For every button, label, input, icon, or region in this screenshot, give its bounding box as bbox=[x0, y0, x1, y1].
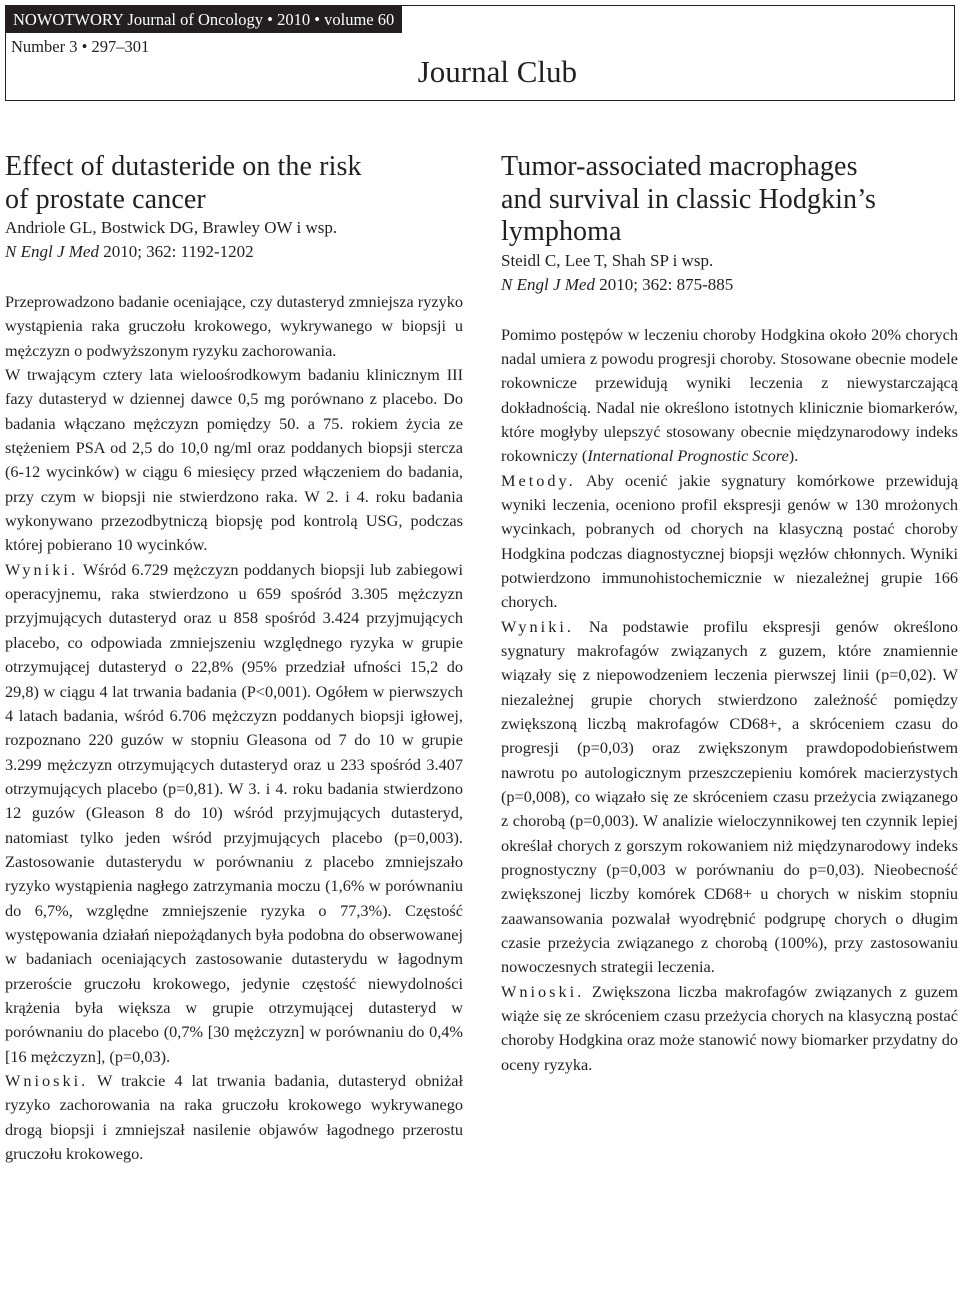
conclusions-label: Wnioski. bbox=[5, 1071, 89, 1090]
article-body bbox=[501, 323, 958, 1078]
title-line: of prostate cancer bbox=[5, 183, 206, 215]
methods-label: Metody. bbox=[501, 470, 576, 490]
title-line: lymphoma bbox=[501, 216, 622, 247]
article-title bbox=[5, 151, 463, 216]
paragraph-conclusions bbox=[501, 980, 958, 1077]
citation-journal: N Engl J Med bbox=[5, 242, 99, 261]
article-dutasteride bbox=[5, 151, 463, 1166]
article-body bbox=[5, 290, 463, 1166]
intro-text: Pomimo postępów w leczeniu choroby Hodgkina około 20% chorych nadal umiera z powodu progresji choroby. Stosowane obecnie modele rokownicze przewidują wyniki leczenia z niewystarczającą dokładnością. Nadal nie określono istotnych klinicznie biomarkerów, które mogłyby ulepszyć stosowany obecnie międzynarodowy indeks rokowniczy ( bbox=[501, 324, 958, 466]
issue-info: Number 3 • 297–301 bbox=[11, 37, 150, 56]
citation-journal: N Engl J Med bbox=[501, 274, 595, 294]
intro-italic: International Prognostic Score bbox=[587, 446, 789, 466]
title-line: Effect of dutasteride on the risk bbox=[5, 151, 362, 182]
title-line: and survival in classic Hodgkin’s bbox=[501, 183, 877, 215]
journal-banner: NOWOTWORY Journal of Oncology • 2010 • volume 60 bbox=[5, 6, 402, 33]
intro-text-end: ). bbox=[788, 446, 799, 466]
conclusions-text: W trakcie 4 lat trwania badania, dutasteryd obniżał ryzyko zachorowania na raka gruczołu krokowego wykrywanego drogą biopsji i zmniejszał nasilenie objawów łagodnego przerostu gruczołu krokowego. bbox=[5, 1071, 463, 1164]
conclusions-label: Wnioski. bbox=[501, 981, 585, 1001]
results-label: Wyniki. bbox=[501, 616, 574, 636]
paragraph-methods: W trwającym cztery lata wieloośrodkowym badaniu klinicznym III fazy dutasteryd w dziennej dawce 0,5 mg porównano z placebo. Do badania włączano mężczyzn pomiędzy 50. a 75. rokiem życia ze stężeniem PSA od 2,5 do 10,0 ng/ml oraz poddanych biopsji stercza (6-12 wycinków) w ciągu 6 miesięcy przed włączeniem do badania, przy czym w biopsji nie stwierdzono raka. W 2. i 4. roku badania wykonywano przezodbytniczą biopsję pod kontrolą USG, podczas której pobierano 10 wycinków. bbox=[5, 365, 463, 555]
results-text: Na podstawie profilu ekspresji genów określono sygnatury makrofagów związanych z guzem, które znamiennie wiązały się z niepowodzeniem leczenia pierwszej linii (p=0,02). W niezależnej grupie chorych stwierdzono zależność pomiędzy zwiększoną liczbą makrofagów CD68+, a skróceniem czasu do progresji (p=0,03) oraz zwiększonym prawdopodobieństwem nawrotu po autologicznym przeszczepieniu komórek macierzystych (p=0,008), co wiązało się ze skróceniem czasu przeżycia związanego z chorobą (p=0,003). W analizie wieloczynnikowej ten czynnik lepiej określał chorych z gorszym rokowaniem niż międzynarodowy indeks prognostyczny (p=0,003 w porównaniu do p=0,03). Nieobecność zwiększonej liczby komórek CD68+ u chorych w niskim stopniu zaawansowania pozwalał wyodrębnić podgrupę chorych o długim czasie przeżycia związanego z chorobą (100%), przy zastosowaniu nowoczesnych strategii leczenia. bbox=[501, 616, 958, 977]
authors: Steidl C, Lee T, Shah SP i wsp. bbox=[501, 250, 714, 270]
paragraph-methods bbox=[501, 469, 958, 615]
paragraph-conclusions bbox=[5, 1069, 463, 1166]
article-title bbox=[501, 151, 958, 249]
authors: Andriole GL, Bostwick DG, Brawley OW i wsp. bbox=[5, 218, 338, 237]
citation-details: 2010; 362: 1192-1202 bbox=[98, 242, 254, 261]
paragraph-intro: Przeprowadzono badanie oceniające, czy dutasteryd zmniejsza ryzyko wystąpienia raka gruczołu krokowego, wykrywanego w biopsji u mężczyzn o podwyższonym ryzyku zachorowania. bbox=[5, 292, 463, 360]
paragraph-results bbox=[501, 615, 958, 980]
conclusions-text: Zwiększona liczba makrofagów związanych z guzem wiąże się ze skróceniem czasu przeżycia chorych na klasyczną postać choroby Hodgkina oraz może stanowić nowy biomarker przydatny do oceny ryzyka. bbox=[501, 981, 958, 1074]
paragraph-results bbox=[5, 558, 463, 1069]
results-text: Wśród 6.729 mężczyzn poddanych biopsji lub zabiegowi operacyjnemu, raka stwierdzono u 659 spośród 3.305 mężczyzn przyjmujących dutasteryd oraz u 858 spośród 3.424 przyjmujących placebo, co odpowiada zmniejszeniu względnego ryzyka w grupie otrzymującej dutasteryd o 22,8% (95% przedział ufności 15,2 do 29,8) w ciągu 4 lat trwania badania (P<0,001). Ogółem w pierwszych 4 latach badania, wśród 6.706 mężczyzn poddanych biopsji igłowej, rozpoznano 220 guzów w stopniu Gleasona od 7 do 10 w grupie 3.299 mężczyzn otrzymujących dutasteryd oraz u 233 spośród 3.407 otrzymujących placebo (p=0,81). W 3. i 4. roku badania stwierdzono 12 guzów (Gleason 8 do 10) wśród przyjmujących dutasteryd, natomiast tylko jeden wśród przyjmujących placebo (p=0,003). Zastosowanie dutasterydu w porównaniu z placebo zmniejszało ryzyko wystąpienia nagłego zatrzymania moczu (1,6% w porównaniu do 6,7%, względne zmniejszenie ryzyka o 77,3%). Częstość występowania działań niepożądanych była podobna do obserwowanej w badaniach oceniających zastosowanie dutasterydu w łagodnym przeroście gruczołu krokowego, jedynie częstość niewydolności krążenia była większa w grupie otrzymującej dutasteryd w porównaniu do placebo (0,7% [30 mężczyzn] w porównaniu do 0,4% [16 mężczyzn], (p=0,03). bbox=[5, 559, 463, 1066]
paragraph-intro bbox=[501, 323, 958, 469]
citation bbox=[5, 240, 463, 264]
section-title: Journal Club bbox=[417, 54, 577, 89]
article-hodgkin bbox=[501, 151, 958, 1077]
citation bbox=[501, 273, 958, 297]
title-line: Tumor-associated macrophages bbox=[501, 151, 858, 182]
results-label: Wyniki. bbox=[5, 559, 78, 579]
citation-details: 2010; 362: 875-885 bbox=[594, 274, 734, 294]
methods-text: Aby ocenić jakie sygnatury komórkowe przewidują wyniki leczenia, oceniono profil ekspresji genów w 130 mrożonych wycinkach, pobranych od chorych na klasyczną postać choroby Hodgkina podczas diagnostycznej biopsji węzłów chłonnych. Wyniki potwierdzono immunohistochemicznie w niezależnej grupie 166 chorych. bbox=[501, 470, 958, 612]
